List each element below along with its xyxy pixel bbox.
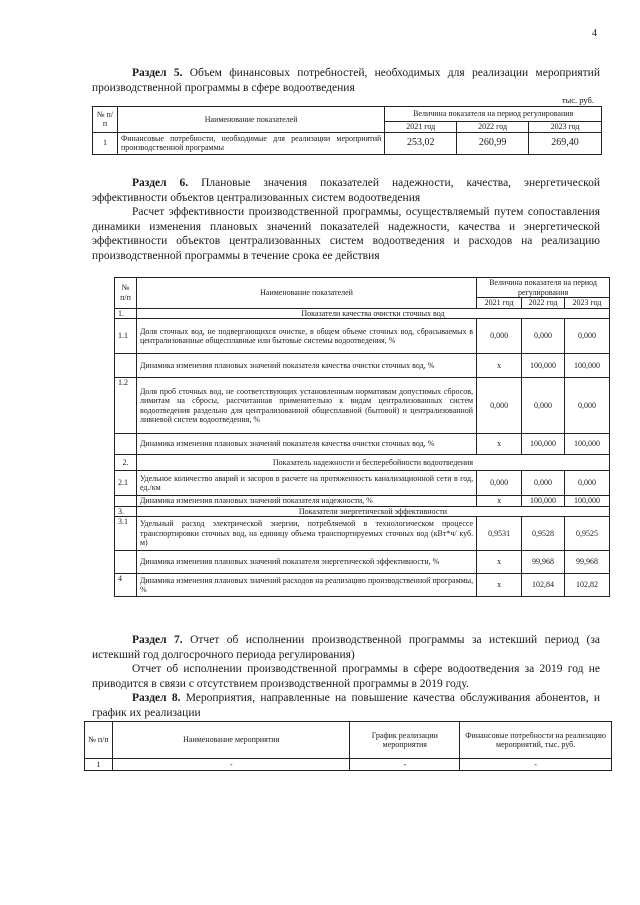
s6-h-name: Наименование показателей bbox=[136, 278, 476, 309]
table-row bbox=[115, 471, 610, 496]
row-name: Динамика изменения плановых значений расходов на реализацию производственной программы, % bbox=[136, 574, 476, 597]
s5-year-2: 2022 год bbox=[457, 122, 529, 133]
group-row bbox=[115, 308, 610, 319]
group-row bbox=[115, 455, 610, 471]
s6-year-2: 2022 год bbox=[522, 298, 565, 309]
section6-table bbox=[114, 277, 610, 597]
row-value: х bbox=[477, 354, 522, 378]
row-value: 0,000 bbox=[477, 319, 522, 354]
row-name: - bbox=[112, 759, 349, 771]
row-name: Финансовые потребности, необходимые для реализации мероприятий производственной программы bbox=[117, 132, 384, 154]
row-name: Удельное количество аварий и засоров в расчете на протяженность канализационной сети в год, ед./км bbox=[136, 471, 476, 496]
section8-label: Раздел 8. bbox=[132, 692, 181, 704]
row-value: 0,9525 bbox=[564, 517, 609, 551]
section5-title: Объем финансовых потребностей, необходимых для реализации мероприятий производственной программы в сфере водоотведения bbox=[92, 67, 600, 94]
section7-heading bbox=[92, 633, 600, 662]
row-value: 0,9528 bbox=[522, 517, 565, 551]
row-num: 1 bbox=[93, 132, 118, 154]
row-value: 0,9531 bbox=[477, 517, 522, 551]
row-value: 100,000 bbox=[564, 354, 609, 378]
section6-title: Плановые значения показателей надежности, качества, энергетической эффективности объектов централизованных систем водоотведения bbox=[92, 177, 600, 204]
s5-h-values: Величина показателя на период регулирования bbox=[385, 107, 602, 122]
row-value: 0,000 bbox=[477, 378, 522, 434]
s6-h-values: Величина показателя на период регулирования bbox=[477, 278, 610, 298]
row-num: 1. bbox=[115, 308, 137, 319]
section8-table bbox=[84, 721, 612, 771]
table-row bbox=[115, 496, 610, 507]
group-title: Показатели энергетической эффективности bbox=[136, 506, 609, 517]
section5-label: Раздел 5. bbox=[132, 67, 183, 79]
row-value: 0,000 bbox=[522, 319, 565, 354]
table-row bbox=[115, 551, 610, 574]
table-row bbox=[115, 434, 610, 455]
section6-label: Раздел 6. bbox=[132, 177, 189, 189]
group-row bbox=[115, 506, 610, 517]
row-value: 102,82 bbox=[564, 574, 609, 597]
row-value: 0,000 bbox=[477, 471, 522, 496]
table-row bbox=[85, 759, 612, 771]
row-num: 4 bbox=[115, 574, 137, 597]
s8-h-schedule: График реализации мероприятия bbox=[350, 722, 460, 759]
section7-title: Отчет об исполнении производственной программы за истекший период (за истекший год долгосрочного периода регулирования) bbox=[92, 634, 600, 661]
row-name: Удельный расход электрической энергии, потребляемой в технологическом процессе транспортировки сточных вод, на единицу объема транспортируемых сточных вод (кВт*ч/ куб. м) bbox=[136, 517, 476, 551]
s5-year-3: 2023 год bbox=[529, 122, 602, 133]
row-value: 0,000 bbox=[564, 319, 609, 354]
row-schedule: - bbox=[350, 759, 460, 771]
row-num: 1.1 bbox=[115, 319, 137, 354]
row-value: х bbox=[477, 551, 522, 574]
row-name: Динамика изменения плановых значений показателя энергетической эффективности, % bbox=[136, 551, 476, 574]
table-row bbox=[115, 378, 610, 434]
table-row bbox=[115, 517, 610, 551]
s8-h-num: № п/п bbox=[85, 722, 113, 759]
row-name: Доля проб сточных вод, не соответствующих установленным нормативам допустимых сбросов, лимитам на сбросы, рассчитанная применительно к видам централизованных систем водоотведения раздельно для централизованной общесплавной (бытовой) и централизованной ливневой систем водоотведения, % bbox=[136, 378, 476, 434]
table-row bbox=[115, 574, 610, 597]
row-value: 0,000 bbox=[564, 471, 609, 496]
row-num: 1.2 bbox=[115, 378, 137, 434]
row-value: 99,968 bbox=[522, 551, 565, 574]
row-num: 2.1 bbox=[115, 471, 137, 496]
row-num: 1 bbox=[85, 759, 113, 771]
row-name: Динамика изменения плановых значений показателя качества очистки сточных вод, % bbox=[136, 434, 476, 455]
table-row bbox=[115, 319, 610, 354]
s5-h-name: Наименование показателей bbox=[117, 107, 384, 133]
s5-h-num: № п/п bbox=[93, 107, 118, 133]
section7-paragraph: Отчет об исполнении производственной программы в сфере водоотведения за 2019 год не приводится в связи с отсутствием производственной программы в 2019 году. bbox=[92, 663, 600, 690]
section5-heading bbox=[92, 66, 600, 95]
row-value: 100,000 bbox=[522, 434, 565, 455]
row-name: Динамика изменения плановых значений показателя качества очистки сточных вод, % bbox=[136, 354, 476, 378]
section5-table bbox=[92, 106, 602, 155]
section6-heading bbox=[92, 176, 600, 205]
row-value: 100,000 bbox=[522, 354, 565, 378]
s8-h-finance: Финансовые потребности на реализацию мероприятий, тыс. руб. bbox=[460, 722, 612, 759]
s6-h-num: № п/п bbox=[115, 278, 137, 309]
row-name: Доля сточных вод, не подвергающихся очистке, в общем объеме сточных вод, сбрасываемых в централизованные общесплавные или бытовые системы водоотведения, % bbox=[136, 319, 476, 354]
table-row bbox=[115, 354, 610, 378]
row-num: 3. bbox=[115, 506, 137, 517]
row-value: 102,84 bbox=[522, 574, 565, 597]
row-num: 3.1 bbox=[115, 517, 137, 551]
row-value: 0,000 bbox=[522, 471, 565, 496]
section8-title: Мероприятия, направленные на повышение качества обслуживания абонентов, и график их реализации bbox=[92, 692, 601, 719]
s5-year-1: 2021 год bbox=[385, 122, 457, 133]
row-value: 0,000 bbox=[564, 378, 609, 434]
row-value: 100,000 bbox=[564, 496, 609, 507]
row-value: 260,99 bbox=[457, 132, 529, 154]
section6-paragraph: Расчет эффективности производственной программы, осуществляемый путем сопоставления динамики изменения плановых значений показателей надежности, качества и энергетической эффективности объектов централизованных систем водоотведения и расходов на реализацию производственной программы в течение срока ее действия bbox=[92, 206, 600, 262]
section5-unit: тыс. руб. bbox=[561, 95, 594, 105]
row-name: Динамика изменения плановых значений показателя надежности, % bbox=[136, 496, 476, 507]
s6-year-3: 2023 год bbox=[564, 298, 609, 309]
page-number: 4 bbox=[592, 28, 597, 39]
row-value: 269,40 bbox=[529, 132, 602, 154]
row-value: 100,000 bbox=[522, 496, 565, 507]
s8-h-name: Наименование мероприятия bbox=[112, 722, 349, 759]
row-value: х bbox=[477, 574, 522, 597]
group-title: Показатели качества очистки сточных вод bbox=[136, 308, 609, 319]
row-value: 99,968 bbox=[564, 551, 609, 574]
row-value: х bbox=[477, 434, 522, 455]
row-value: 100,000 bbox=[564, 434, 609, 455]
section7-label: Раздел 7. bbox=[132, 634, 183, 646]
row-num: 2. bbox=[115, 455, 137, 471]
row-finance: - bbox=[460, 759, 612, 771]
row-value: 0,000 bbox=[522, 378, 565, 434]
row-value: х bbox=[477, 496, 522, 507]
s6-year-1: 2021 год bbox=[477, 298, 522, 309]
row-value: 253,02 bbox=[385, 132, 457, 154]
group-title: Показатель надежности и бесперебойности водоотведения bbox=[136, 455, 609, 471]
section8-heading bbox=[92, 691, 600, 720]
table-row bbox=[93, 132, 602, 154]
